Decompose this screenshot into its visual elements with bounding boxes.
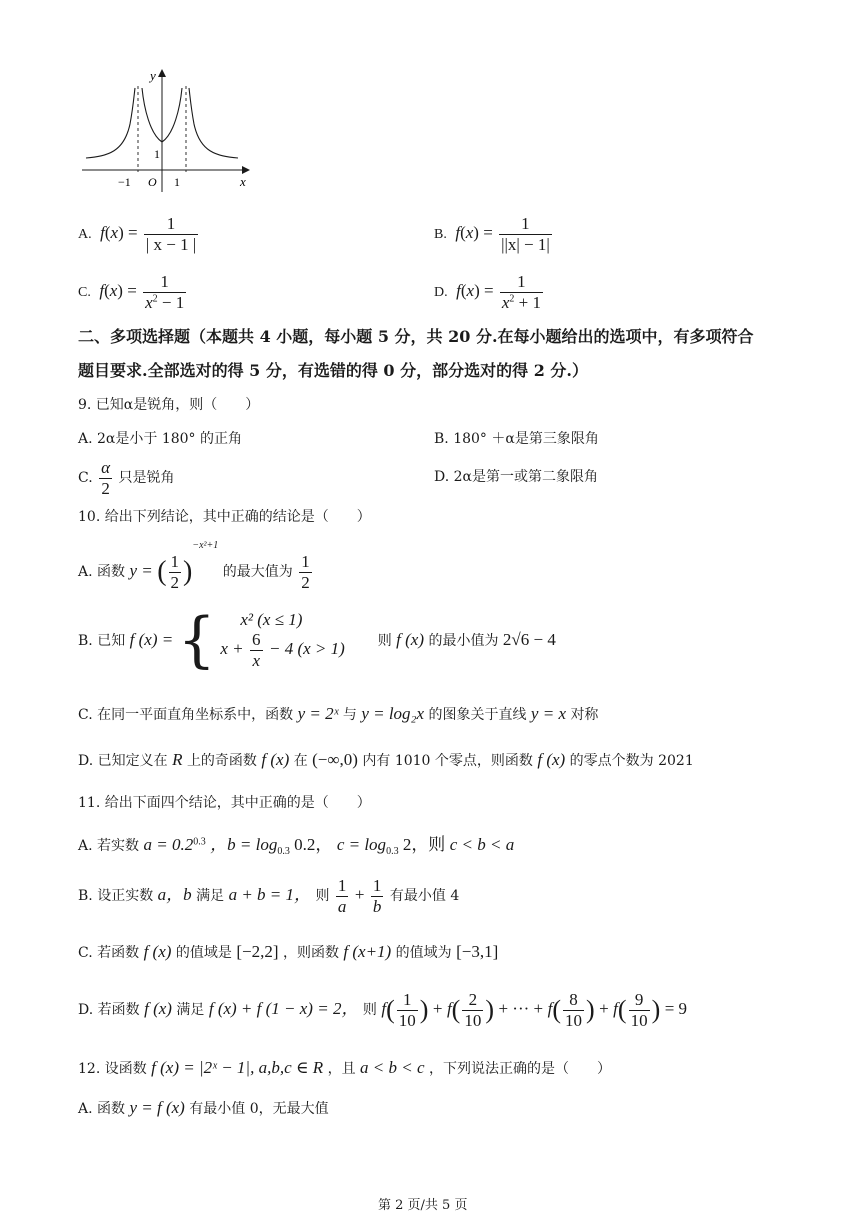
- q8-option-b: B. f(x) = $\frac{1}{||x| - 1|}$: [434, 214, 550, 254]
- q10-option-d: D. 已知定义在 R 上的奇函数 f (x) 在 (−∞,0) 内有 1010 个零点，则函数 f (x) 的零点个数为 2021: [78, 750, 694, 769]
- graph-x-one: 1: [174, 175, 180, 189]
- q9-option-d: D. 2α是第一或第二象限角: [434, 469, 598, 485]
- q11-stem: 11. 给出下面四个结论，其中正确的是（ ）: [78, 795, 371, 811]
- q9-option-b: B. 180° ＋α是第三象限角: [434, 431, 599, 447]
- q8-option-c: C. f(x) = $\frac{1}{x^2 - 1}$: [78, 272, 185, 312]
- section2-heading-line2: 题目要求.全部选对的得 5 分，有选错的得 0 分，部分选对的得 2 分.）: [78, 361, 588, 380]
- q9-option-c: C. $\frac{\alpha}{2}$ 只是锐角: [78, 458, 175, 498]
- q9-stem: 9. 已知α是锐角，则（ ）: [78, 397, 260, 413]
- q11-option-c: C. 若函数 f (x) 的值域是 [−2,2] ，则函数 f (x+1) 的值域为 [−3,1]: [78, 942, 499, 961]
- graph-origin: O: [148, 175, 157, 189]
- q10-stem: 10. 给出下列结论，其中正确的结论是（ ）: [78, 509, 371, 525]
- q8-d-fraction: $\frac{1}{x^2 + 1}$: [501, 272, 541, 312]
- function-graph: [78, 64, 258, 194]
- section2-heading-line1: 二、多项选择题（本题共 4 小题，每小题 5 分，共 20 分.在每小题给出的选项中，有多项符合: [78, 327, 754, 346]
- q8-option-a: A. f(x) = $\frac{1}{| x - 1 |}$: [78, 214, 197, 254]
- q8-a-fraction: $\frac{1}{| x - 1 |}$: [145, 214, 197, 254]
- graph-neg-one: −1: [118, 175, 131, 189]
- q8-b-fraction: $\frac{1}{||x| - 1|}$: [501, 214, 550, 254]
- q12-stem: 12. 设函数 f (x) = |2ˣ − 1|, a,b,c ∈ R ，且 a < b < c ，下列说法正确的是（ ）: [78, 1058, 611, 1077]
- graph-y-one: 1: [154, 147, 160, 161]
- q10-option-a: A. 函数 y = ( $\frac{1}{2}$ )$^{-x^2+1}$ 的最大值为 $\frac{1}{2}$: [78, 540, 310, 592]
- graph-y-label: y: [150, 68, 156, 83]
- q8-option-d: D. f(x) = $\frac{1}{x^2 + 1}$: [434, 272, 541, 312]
- q11-option-d: D. 若函数 f (x) 满足 f (x) + f (1 − x) = 2， 则 f( $\frac{1}{10}$ ) + f( $\frac{2}{10}$ ) + ··· + f( $\frac{8}{10}$ ) + f( $\frac{9}{10}$ ) = 9: [78, 990, 688, 1030]
- graph-x-label: x: [240, 174, 246, 189]
- q8-c-fraction: $\frac{1}{x^2 - 1}$: [145, 272, 185, 312]
- page-footer: 第 2 页/共 5 页: [378, 1198, 468, 1213]
- q10-option-c: C. 在同一平面直角坐标系中，函数 y = 2ˣ 与 y = log₂x 的图象关于直线 y = x 对称: [78, 704, 599, 723]
- q11-option-a: A. 若实数 $a = 0.2^{0.3}$ ，$b = \log_{0.3} 0.2$， $c = \log_{0.3} 2$，则 c < b < a: [78, 835, 515, 857]
- q11-option-b: B. 设正实数 a，b 满足 a + b = 1， 则 $\frac{1}{a}$ + $\frac{1}{b}$ 有最小值 4: [78, 876, 460, 916]
- q10-option-b: B. 已知 f (x) = { x² (x ≤ 1) x + $\frac{6}{x}$ − 4 (x > 1) 则 f (x) 的最小值为 2√6 − 4: [78, 605, 556, 676]
- q9-option-a: A. 2α是小于 180° 的正角: [78, 431, 242, 447]
- q12-option-a: A. 函数 y = f (x) 有最小值 0，无最大值: [78, 1098, 329, 1117]
